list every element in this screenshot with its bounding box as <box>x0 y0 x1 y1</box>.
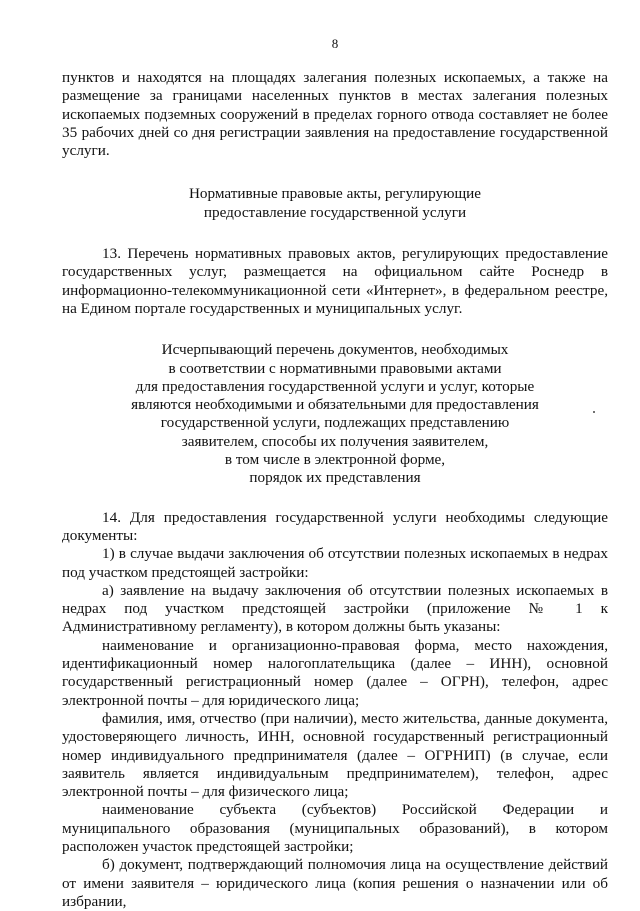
list-item-a-subject: наименование субъекта (субъектов) Российской Федерации и муниципального образования (муниципальных образований), в котором расположен участок предстоящей застройки; <box>62 801 608 855</box>
section-heading-documents-list <box>62 341 608 487</box>
heading-line: Нормативные правовые акты, регулирующие <box>188 185 482 203</box>
heading-line: порядок их представления <box>249 469 421 487</box>
list-item-a-legal-entity: наименование и организационно-правовая форма, место нахождения, идентификационный номер налогоплательщика (далее – ИНН), основной государственный регистрационный номер (далее – ОГРН), телефон, адрес электронной почты – для юридического лица; <box>62 636 608 709</box>
heading-line: государственной услуги, подлежащих представлению <box>160 414 510 432</box>
heading-line: для предоставления государственной услуги и услуг, которые <box>135 377 535 395</box>
paragraph-13: 13. Перечень нормативных правовых актов, регулирующих предоставление государственных услуг, размещается на официальном сайте Роснедр в информационно-телекоммуникационной сети «Интернет», в федеральном реестре, на Едином портале государственных и муниципальных услуг. <box>62 245 608 317</box>
list-item-b: б) документ, подтверждающий полномочия лица на осуществление действий от имени заявителя – юридического лица (копия решения о назначении или об избрании, <box>62 856 608 910</box>
list-item-1: 1) в случае выдачи заключения об отсутствии полезных ископаемых в недрах под участком предстоящей застройки: <box>62 545 608 581</box>
heading-line: являются необходимыми и обязательными для предоставления <box>131 396 539 414</box>
heading-line: предоставление государственной услуги <box>203 203 467 221</box>
scan-speck <box>593 411 595 413</box>
list-item-a-individual: фамилия, имя, отчество (при наличии), место жительства, данные документа, удостоверяющего личность, ИНН, основной государственный регистрационный номер индивидуального предпринимателя (далее – ОГРНИП) (в случае, если заявитель является индивидуальным предпринимателем), телефон, адрес электронной почты – для физического лица; <box>62 709 608 801</box>
heading-line: заявителем, способы их получения заявителем, <box>181 432 489 450</box>
paragraph-14: 14. Для предоставления государственной услуги необходимы следующие документы: <box>62 508 608 544</box>
list-item-a: а) заявление на выдачу заключения об отсутствии полезных ископаемых в недрах под участком предстоящей застройки (приложение № 1 к Административному регламенту), в котором должны быть указаны: <box>62 581 608 636</box>
heading-line: в том числе в электронной форме, <box>224 451 446 469</box>
page-number: 8 <box>331 36 339 51</box>
heading-line: Исчерпывающий перечень документов, необходимых <box>161 341 509 359</box>
section-heading-normative-acts <box>62 185 608 222</box>
heading-line: в соответствии с нормативными правовыми актами <box>168 359 502 377</box>
intro-paragraph: пунктов и находятся на площадях залегания полезных ископаемых, а также на размещение за границами населенных пунктов в местах залегания полезных ископаемых подземных сооружений в пределах горного отвода составляет не более 35 рабочих дней со дня регистрации заявления на предоставление государственной услуги. <box>62 69 608 160</box>
